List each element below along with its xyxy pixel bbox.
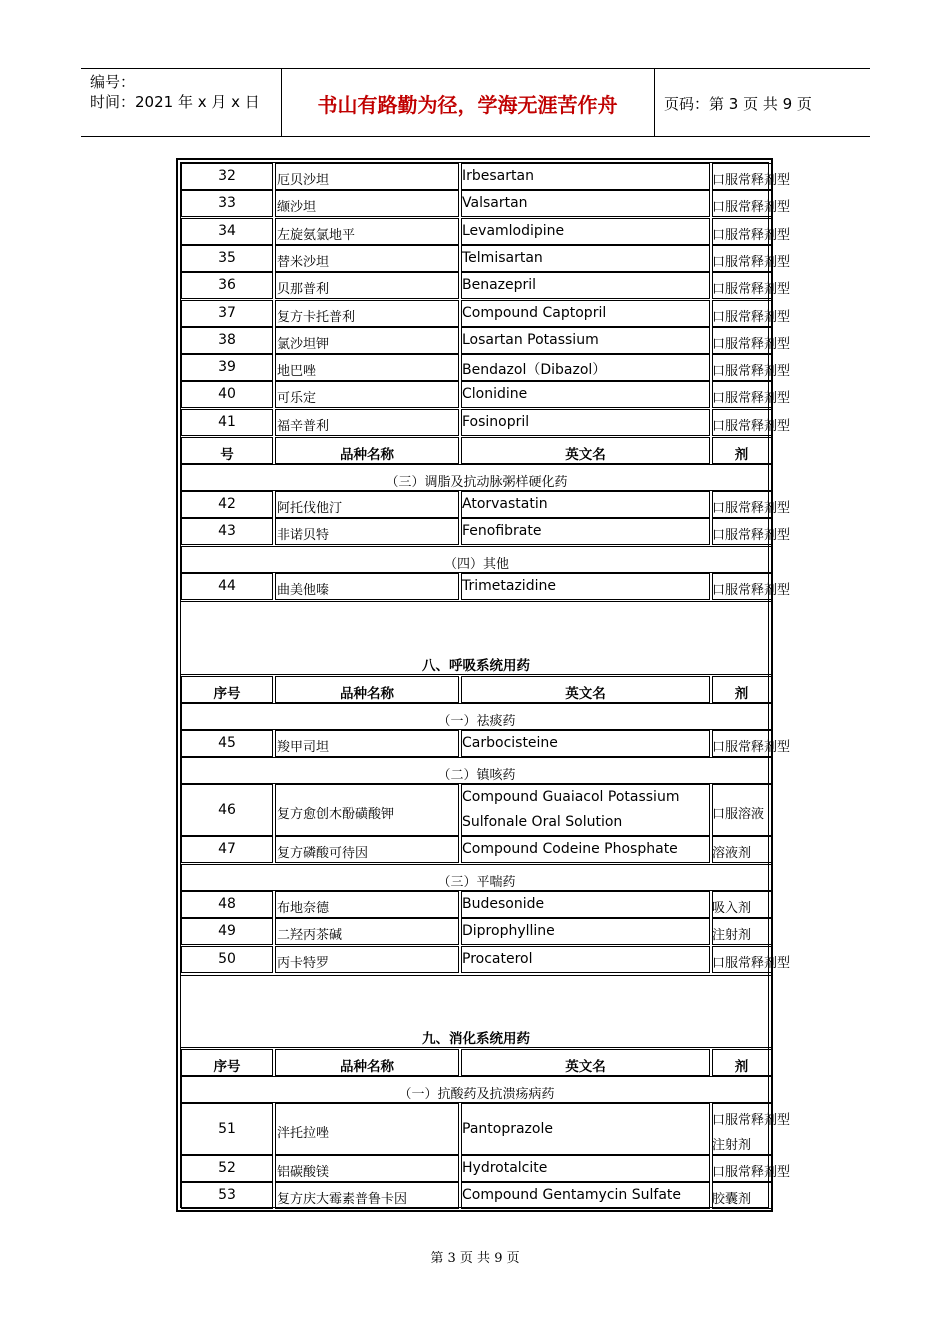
subcategory-row bbox=[181, 1076, 771, 1103]
dosage-form-1: 口服常释剂型 bbox=[712, 1113, 791, 1128]
drug-name-cn: 曲美他嗪 bbox=[277, 583, 330, 598]
subcategory-row bbox=[181, 546, 771, 573]
dosage-form: 注射剂 bbox=[712, 928, 752, 944]
drug-name-en: Telmisartan bbox=[462, 249, 543, 266]
dosage-form: 口服常释剂型 bbox=[712, 282, 791, 298]
header-no: 号 bbox=[220, 447, 234, 463]
drug-name-en: Losartan Potassium bbox=[462, 331, 599, 348]
drug-name-en-line1: Compound Guaiacol Potassium bbox=[462, 789, 680, 805]
dosage-form: 口服常释剂型 bbox=[712, 740, 791, 755]
dosage-form: 口服常释剂型 bbox=[712, 528, 791, 544]
number-label: 编号： bbox=[90, 73, 136, 91]
row-number: 51 bbox=[218, 1121, 236, 1137]
dosage-form: 胶囊剂 bbox=[712, 1192, 752, 1208]
table-row bbox=[181, 730, 791, 757]
drug-name-cn: 复方磷酸可待因 bbox=[277, 846, 369, 861]
subcategory-label: （一）祛痰药 bbox=[437, 714, 516, 729]
row-number: 43 bbox=[218, 523, 236, 540]
drug-name-cn: 贝那普利 bbox=[277, 282, 330, 298]
section-title: 八、呼吸系统用药 bbox=[422, 658, 530, 674]
row-number: 36 bbox=[218, 277, 236, 294]
row-number: 39 bbox=[218, 359, 236, 376]
drug-name-cn: 厄贝沙坦 bbox=[277, 173, 330, 188]
drug-name-cn: 氯沙坦钾 bbox=[277, 336, 330, 352]
row-number: 48 bbox=[218, 896, 236, 912]
drug-name-cn: 复方庆大霉素普鲁卡因 bbox=[277, 1192, 408, 1208]
subcategory-label: （三）平喘药 bbox=[437, 875, 516, 890]
dosage-form: 口服常释剂型 bbox=[712, 200, 791, 216]
table-row bbox=[181, 409, 791, 436]
header-form: 剂 bbox=[734, 686, 749, 702]
drug-name-cn: 复方卡托普利 bbox=[277, 309, 356, 325]
drug-name-cn: 丙卡特罗 bbox=[277, 955, 330, 971]
table-row bbox=[181, 272, 791, 299]
table-header-row bbox=[181, 437, 771, 464]
drug-name-cn: 左旋氨氯地平 bbox=[277, 227, 356, 243]
row-number: 40 bbox=[218, 386, 236, 403]
dosage-form: 吸入剂 bbox=[712, 901, 752, 916]
row-number: 38 bbox=[218, 331, 236, 348]
row-number: 50 bbox=[218, 950, 236, 967]
drug-name-cn: 阿托伐他汀 bbox=[277, 501, 343, 516]
drug-name-cn: 替米沙坦 bbox=[277, 254, 330, 270]
header-page-info: 页码：第 3 页 共 9 页 bbox=[664, 95, 812, 113]
header-no: 序号 bbox=[213, 686, 241, 702]
section-title: 九、消化系统用药 bbox=[422, 1031, 530, 1047]
table-row bbox=[181, 518, 791, 545]
table-row bbox=[181, 218, 791, 245]
header-en: 英文名 bbox=[565, 1059, 606, 1075]
row-number: 33 bbox=[218, 195, 236, 212]
subcategory-row bbox=[181, 757, 771, 784]
drug-name-en: Levamlodipine bbox=[462, 222, 565, 239]
dosage-form: 口服常释剂型 bbox=[712, 955, 791, 971]
dosage-form: 口服常释剂型 bbox=[712, 227, 791, 243]
header-cn: 品种名称 bbox=[340, 686, 394, 702]
row-number: 42 bbox=[218, 496, 236, 512]
dosage-form: 口服常释剂型 bbox=[712, 336, 791, 352]
drug-name-en: Diprophylline bbox=[462, 923, 555, 940]
dosage-form: 口服常释剂型 bbox=[712, 364, 791, 380]
drug-name-cn: 可乐定 bbox=[277, 391, 317, 407]
table-row bbox=[181, 1103, 791, 1155]
drug-name-en: Fenofibrate bbox=[462, 523, 542, 540]
header-form: 剂 bbox=[734, 1059, 749, 1075]
drug-name-cn: 布地奈德 bbox=[277, 901, 330, 916]
drug-name-en: Compound Captopril bbox=[462, 304, 607, 321]
drug-name-en: Valsartan bbox=[462, 195, 528, 212]
page-footer: 第 3 页 共 9 页 bbox=[430, 1251, 520, 1266]
dosage-form: 口服常释剂型 bbox=[712, 583, 791, 598]
time-label: 时间：2021 年 x 月 x 日 bbox=[90, 93, 260, 111]
dosage-form: 口服常释剂型 bbox=[712, 173, 791, 188]
dosage-form: 口服常释剂型 bbox=[712, 391, 791, 407]
header-divider bbox=[654, 69, 655, 136]
table-row bbox=[181, 354, 791, 381]
divider bbox=[181, 601, 771, 602]
row-number: 41 bbox=[218, 413, 236, 430]
row-number: 46 bbox=[218, 802, 236, 818]
subcategory-row bbox=[181, 703, 771, 730]
header-meta bbox=[90, 72, 260, 112]
dosage-form: 口服常释剂型 bbox=[712, 309, 791, 325]
dosage-form: 口服常释剂型 bbox=[712, 254, 791, 270]
table-row bbox=[181, 1155, 791, 1182]
drug-name-cn: 缬沙坦 bbox=[277, 200, 317, 216]
row-number: 47 bbox=[218, 841, 236, 857]
table-row bbox=[181, 190, 791, 217]
header-form: 剂 bbox=[734, 447, 749, 463]
drug-name-en: Atorvastatin bbox=[462, 496, 548, 512]
header-cn: 品种名称 bbox=[340, 447, 394, 463]
drug-name-cn: 地巴唑 bbox=[277, 364, 317, 380]
drug-name-cn: 复方愈创木酚磺酸钾 bbox=[277, 807, 395, 822]
dosage-form: 口服常释剂型 bbox=[712, 1165, 791, 1180]
row-number: 45 bbox=[218, 735, 236, 751]
table-row bbox=[181, 163, 791, 190]
subcategory-row bbox=[181, 864, 771, 891]
table-row bbox=[181, 784, 771, 836]
header-en: 英文名 bbox=[565, 447, 606, 463]
dosage-form-2: 注射剂 bbox=[712, 1138, 752, 1153]
header-no: 序号 bbox=[213, 1059, 241, 1075]
row-number: 53 bbox=[218, 1187, 236, 1204]
drug-name-en: Trimetazidine bbox=[462, 578, 556, 594]
divider bbox=[181, 1047, 771, 1048]
drug-name-cn: 非诺贝特 bbox=[277, 528, 330, 544]
drug-name-en: Compound Codeine Phosphate bbox=[462, 841, 678, 857]
drug-name-cn: 二羟丙茶碱 bbox=[277, 928, 343, 944]
divider bbox=[181, 674, 771, 675]
divider bbox=[181, 975, 771, 976]
table-header-row bbox=[181, 1049, 771, 1076]
drug-name-cn: 福辛普利 bbox=[277, 418, 330, 434]
drug-name-en: Carbocisteine bbox=[462, 735, 558, 751]
drug-name-en-line2: Sulfonale Oral Solution bbox=[462, 814, 623, 830]
drug-name-en: Compound Gentamycin Sulfate bbox=[462, 1187, 682, 1204]
table-row bbox=[181, 918, 771, 945]
subcategory-row bbox=[181, 464, 771, 491]
table-row bbox=[181, 891, 771, 918]
table-row bbox=[181, 1182, 771, 1209]
drug-name-cn: 羧甲司坦 bbox=[277, 740, 330, 755]
drug-name-en: Fosinopril bbox=[462, 413, 530, 430]
subcategory-label: （一）抗酸药及抗溃疡病药 bbox=[398, 1087, 555, 1102]
drug-name-en: Pantoprazole bbox=[462, 1121, 553, 1137]
dosage-form: 口服常释剂型 bbox=[712, 501, 791, 516]
page-header bbox=[81, 68, 870, 137]
header-en: 英文名 bbox=[565, 686, 606, 702]
row-number: 32 bbox=[218, 168, 236, 184]
header-cn: 品种名称 bbox=[340, 1059, 394, 1075]
drug-name-en: Budesonide bbox=[462, 896, 545, 912]
drug-name-en: Benazepril bbox=[462, 277, 537, 294]
subcategory-label: （三）调脂及抗动脉粥样硬化药 bbox=[385, 475, 568, 490]
table-row bbox=[181, 300, 791, 327]
table-row bbox=[181, 573, 791, 600]
table-row bbox=[181, 245, 791, 272]
dosage-form: 口服常释剂型 bbox=[712, 418, 791, 434]
drug-name-cn: 铝碳酸镁 bbox=[277, 1165, 330, 1180]
subcategory-label: （四）其他 bbox=[443, 557, 509, 572]
drug-name-en: Bendazol（Dibazol） bbox=[462, 362, 607, 379]
header-motto: 书山有路勤为径，学海无涯苦作舟 bbox=[317, 93, 618, 117]
drug-name-en: Clonidine bbox=[462, 386, 528, 403]
drug-name-en: Hydrotalcite bbox=[462, 1160, 548, 1176]
row-number: 44 bbox=[218, 578, 236, 594]
dosage-form: 口服溶液 bbox=[712, 807, 765, 822]
table-row bbox=[181, 327, 791, 354]
row-number: 37 bbox=[218, 304, 236, 321]
table-row bbox=[181, 491, 791, 518]
dosage-form: 溶液剂 bbox=[712, 846, 752, 861]
row-number: 49 bbox=[218, 923, 236, 940]
table-row bbox=[181, 836, 771, 863]
row-number: 35 bbox=[218, 249, 236, 266]
subcategory-label: （二）镇咳药 bbox=[437, 768, 516, 783]
table-header-row bbox=[181, 676, 771, 703]
table-row bbox=[181, 381, 791, 408]
drug-name-en: Irbesartan bbox=[462, 168, 534, 184]
table-row bbox=[181, 946, 791, 973]
drug-name-en: Procaterol bbox=[462, 950, 533, 967]
drug-name-cn: 泮托拉唑 bbox=[277, 1126, 330, 1141]
row-number: 52 bbox=[218, 1160, 236, 1176]
row-number: 34 bbox=[218, 222, 236, 239]
